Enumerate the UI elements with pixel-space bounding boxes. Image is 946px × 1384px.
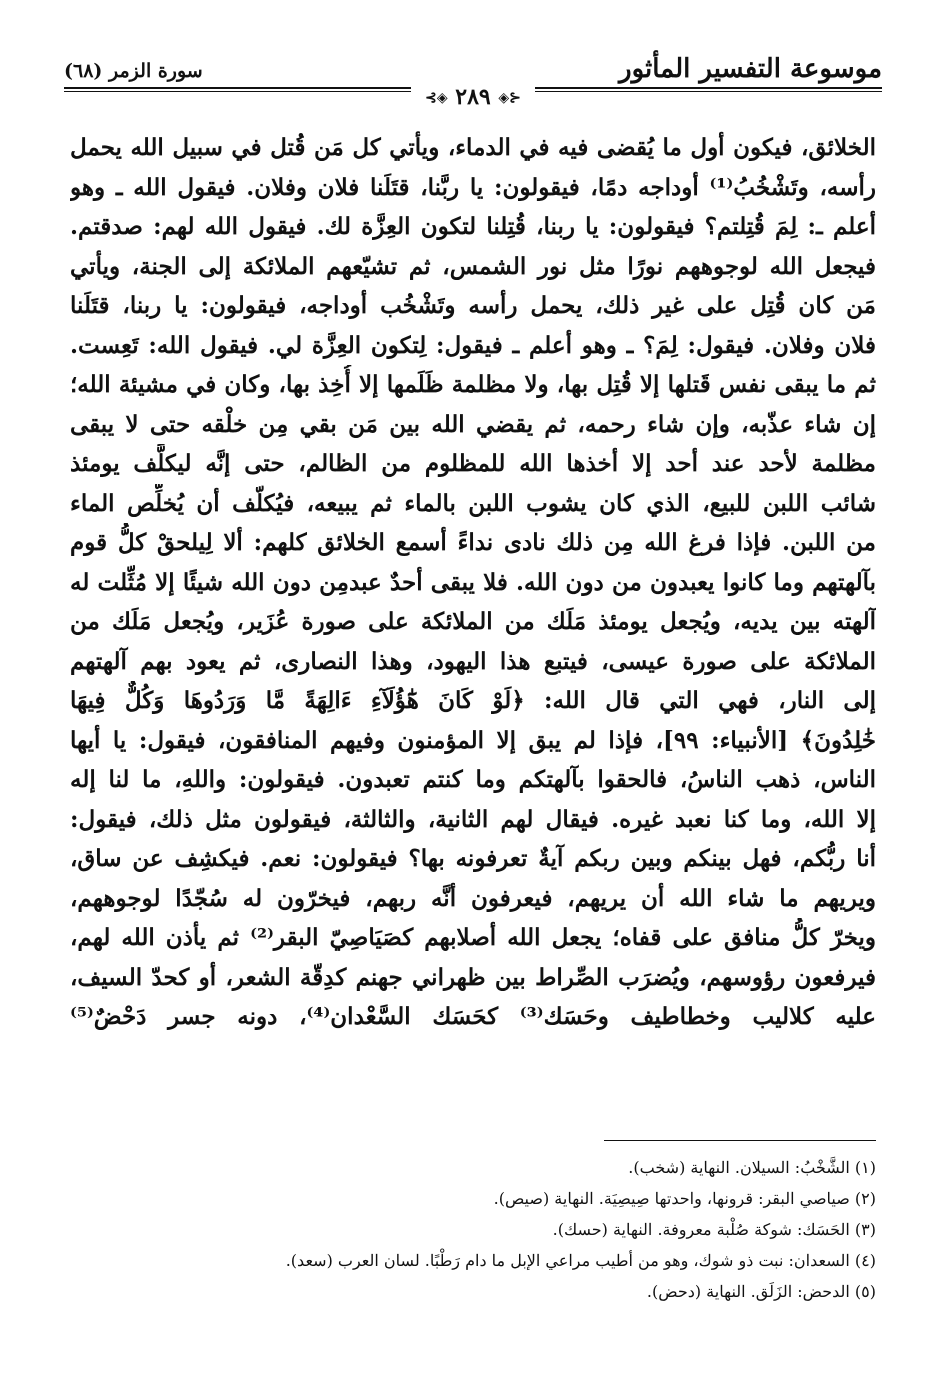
page-number-container bbox=[0, 84, 946, 111]
text-line: آلهته بين يديه، ويُجعل يومئذ مَلَك من الملائكة على صورة عُزَير، ويُجعل مَلَك من bbox=[70, 608, 876, 635]
footnote: (٥) الدحض: الزَلَق. النهاية (دحض). bbox=[646, 1282, 876, 1301]
text-line: مظلمة لأحد عند أحد إلا أخذها الله للمظلوم من الظالم، حتى إنَّه ليكلَّف يومئذ bbox=[70, 450, 876, 477]
text-line: فلان وفلان. فيقول: لِمَ؟ ـ وهو أعلم ـ فيقول: لِتكون العِزَّة لي. فيقول الله: تَعِست. bbox=[70, 331, 876, 359]
text-line: أنا ربُّكم، فهل بينكم وبين ربكم آيةٌ تعرفونه بها؟ فيقولون: نعم. فيكشِف عن ساق، bbox=[70, 845, 876, 872]
ornament-icon: ◈⊱ bbox=[425, 90, 448, 106]
text-line: أعلم ـ: لِمَ قُتِلتم؟ فيقولون: يا ربنا، قُتِلنا لتكون العِزَّة لك. فيقول الله لهم: صدقتم. bbox=[70, 213, 876, 240]
footnote-separator bbox=[604, 1140, 876, 1141]
footnote: (٤) السعدان: نبت ذو شوك، وهو من أطيب مراعي الإبل ما دام رَطْبًا. لسان العرب (سعد). bbox=[285, 1251, 876, 1270]
text-line: إن شاء عذّبه، وإن شاء رحمه، ثم يقضي الله بين مَن بقي مِن خلْقه حتى لا يبقى bbox=[70, 410, 876, 438]
book-title: موسوعة التفسير المأثور bbox=[619, 54, 882, 84]
text-line: الخلائق، فيكون أول ما يُقضى فيه في الدماء، ويأتي كل مَن قُتل في سبيل الله يحمل bbox=[70, 134, 876, 161]
text-line: خَٰلِدُونَ﴾ [الأنبياء: ٩٩]، فإذا لم يبق إلا المؤمنون وفيهم المنافقون، فيقول: يا أيها bbox=[70, 726, 876, 754]
page-number-badge bbox=[411, 84, 535, 111]
text-line: فيجعل الله لوجوههم نورًا مثل نور الشمس، ثم تشيّعهم الملائكة إلى الجنة، ويأتي bbox=[70, 252, 876, 280]
ornament-icon: ⊰◈ bbox=[498, 90, 521, 106]
text-line: الناس، ذهب الناسُ، فالحقوا بآلهتكم وما كنتم تعبدون. فيقولون: واللهِ، ما لنا إله bbox=[70, 766, 876, 793]
footnote: (١) الشَّخْبُ: السيلان. النهاية (شخب). bbox=[628, 1158, 876, 1177]
page-number: ٢٨٩ bbox=[455, 84, 491, 110]
text-line: بآلهتهم وما كانوا يعبدون من دون الله. فلا يبقى أحدٌ عبدمِن دون الله شيئًا إلا مُثِّلت له bbox=[70, 568, 876, 596]
text-line: إلى النار، فهي التي قال الله: ﴿لَوْ كَانَ هَٰٓؤُلَآءِ ءَالِهَةً مَّا وَرَدُوهَا وَكُلٌّ فِيهَا bbox=[70, 687, 876, 714]
text-line: ويخرّ كلُّ منافق على قفاه؛ يجعل الله أصلابهم كصَيَاصِيّ البقر⁽²⁾ ثم يأذن الله لهم، bbox=[70, 924, 876, 951]
text-line: رأسه، وتَشْخُبُ⁽¹⁾ أوداجه دمًا، فيقولون: يا ربَّنا، قتَلَنا فلان وفلان. فيقول الله ـ وهو bbox=[70, 173, 876, 201]
main-text bbox=[70, 128, 876, 1037]
text-line: شائب اللبن للبيع، الذي كان يشوب اللبن بالماء ثم يبيعه، فيُكلّف أن يُخلِّص الماء bbox=[70, 489, 876, 517]
surah-label: سورة الزمر (٦٨) bbox=[64, 60, 203, 82]
footnote: (٢) صياصي البقر: قرونها، واحدتها صِيصِيَة. النهاية (صيص). bbox=[493, 1189, 876, 1208]
footnotes bbox=[70, 1152, 876, 1307]
text-line: ويريهم ما شاء الله أن يريهم، فيعرفون أنَّه ربهم، فيخرّون له سُجّدًا لوجوههم، bbox=[70, 884, 876, 912]
footnote: (٣) الحَسَك: شوكة صُلْبة معروفة. النهاية (حسك). bbox=[552, 1220, 876, 1239]
text-line: إلا الله، وما كنا نعبد غيره. فيقال لهم الثانية، والثالثة، فيقولون مثل ذلك، فيقول: bbox=[70, 805, 876, 833]
text-line: عليه كلاليب وخطاطيف وحَسَك⁽³⁾ كحَسَك السَّعْدان⁽⁴⁾، دونه جسر دَحْضٌ⁽⁵⁾ bbox=[70, 1003, 876, 1030]
text-line: الملائكة على صورة عيسى، فيتبع هذا اليهود، وهذا النصارى، ثم يعود بهم آلهتهم bbox=[70, 647, 876, 675]
text-line: ثم ما يبقى نفس قَتلها إلا قُتِل بها، ولا مظلمة ظَلَمها إلا أُخِذ بها، وكان في مشيئة الله؛ bbox=[70, 371, 876, 398]
text-line: مَن كان قُتِل على غير ذلك، يحمل رأسه وتَشْخُب أوداجه، فيقولون: يا ربنا، قتَلَنا bbox=[70, 292, 876, 319]
text-line: من اللبن. فإذا فرغ الله مِن ذلك نادى نداءً أسمع الخلائق كلهم: ألا لِيلحقْ كلُّ قوم bbox=[70, 529, 876, 556]
text-line: فيرفعون رؤوسهم، ويُضرَب الصِّراط بين ظهراني جهنم كدِقّة الشعر، أو كحدّ السيف، bbox=[70, 963, 876, 991]
